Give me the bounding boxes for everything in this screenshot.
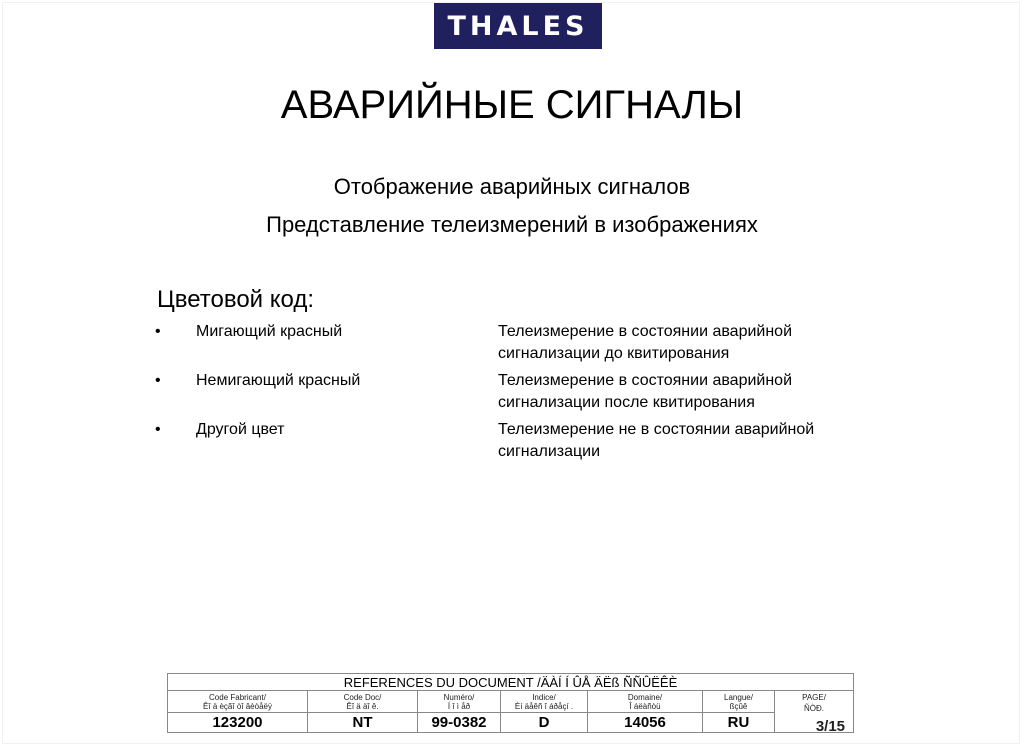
value-numero: 99-0382 [418,713,501,733]
page-title: АВАРИЙНЫЕ СИГНАЛЫ [280,83,744,127]
label-line: Èí äåêñ î áðåçí . [514,701,574,711]
bullet-icon: • [155,421,161,438]
value-indice: D [501,713,588,733]
bullet-icon: • [155,323,161,340]
page-label-ru: ÑÒÐ. [804,704,824,713]
label-line: Domaine/ [627,692,663,702]
color-code-heading: Цветовой код: [157,286,315,313]
label-numero [418,691,501,713]
thales-logo [434,3,602,49]
label-line: ßçûê [729,701,748,711]
label-line: Êî ä èçãî òî âèòåëÿ [203,701,272,711]
label-line: Code Fabricant/ [209,692,266,702]
label-code-fabricant [168,691,308,713]
value-code-doc: NT [308,713,418,733]
legend-description: Телеизмерение в состоянии аварийной сигнализации до квитирования [498,323,793,362]
label-line: Indice/ [532,692,556,702]
page-label: PAGE/ [802,693,826,702]
label-line: Î áëàñòü [629,701,661,711]
references-header: REFERENCES DU DOCUMENT /ÄÀÍ Í ÛÅ ÄËß ÑÑÛËÊÈ [168,674,854,691]
legend-description: Телеизмерение не в состоянии аварийной сигнализации [498,421,815,460]
value-domaine: 14056 [588,713,703,733]
legend-term: Мигающий красный [196,323,343,340]
subtitle-telemetry-representation: Представление телеизмерений в изображениях [266,212,758,237]
label-line: Langue/ [724,692,753,702]
document-references-table [167,673,854,733]
label-indice [501,691,588,713]
page-number: 3/15 [815,718,846,735]
legend-term: Немигающий красный [196,372,361,389]
label-line: Numéro/ [443,692,475,702]
value-langue: RU [703,713,775,733]
subtitle-alarm-display: Отображение аварийных сигналов [333,174,691,199]
page-cell [775,691,854,733]
label-langue [703,691,775,713]
legend-term: Другой цвет [196,421,285,438]
label-domaine [588,691,703,713]
label-line: Í î ì åð [447,701,471,711]
label-line: Êî ä äî ê. [346,701,379,711]
bullet-icon: • [155,372,161,389]
label-code-doc [308,691,418,713]
logo-text: THALES [447,10,589,42]
value-code-fabricant: 123200 [168,713,308,733]
legend-description: Телеизмерение в состоянии аварийной сигнализации после квитирования [498,372,793,411]
label-line: Code Doc/ [343,692,382,702]
